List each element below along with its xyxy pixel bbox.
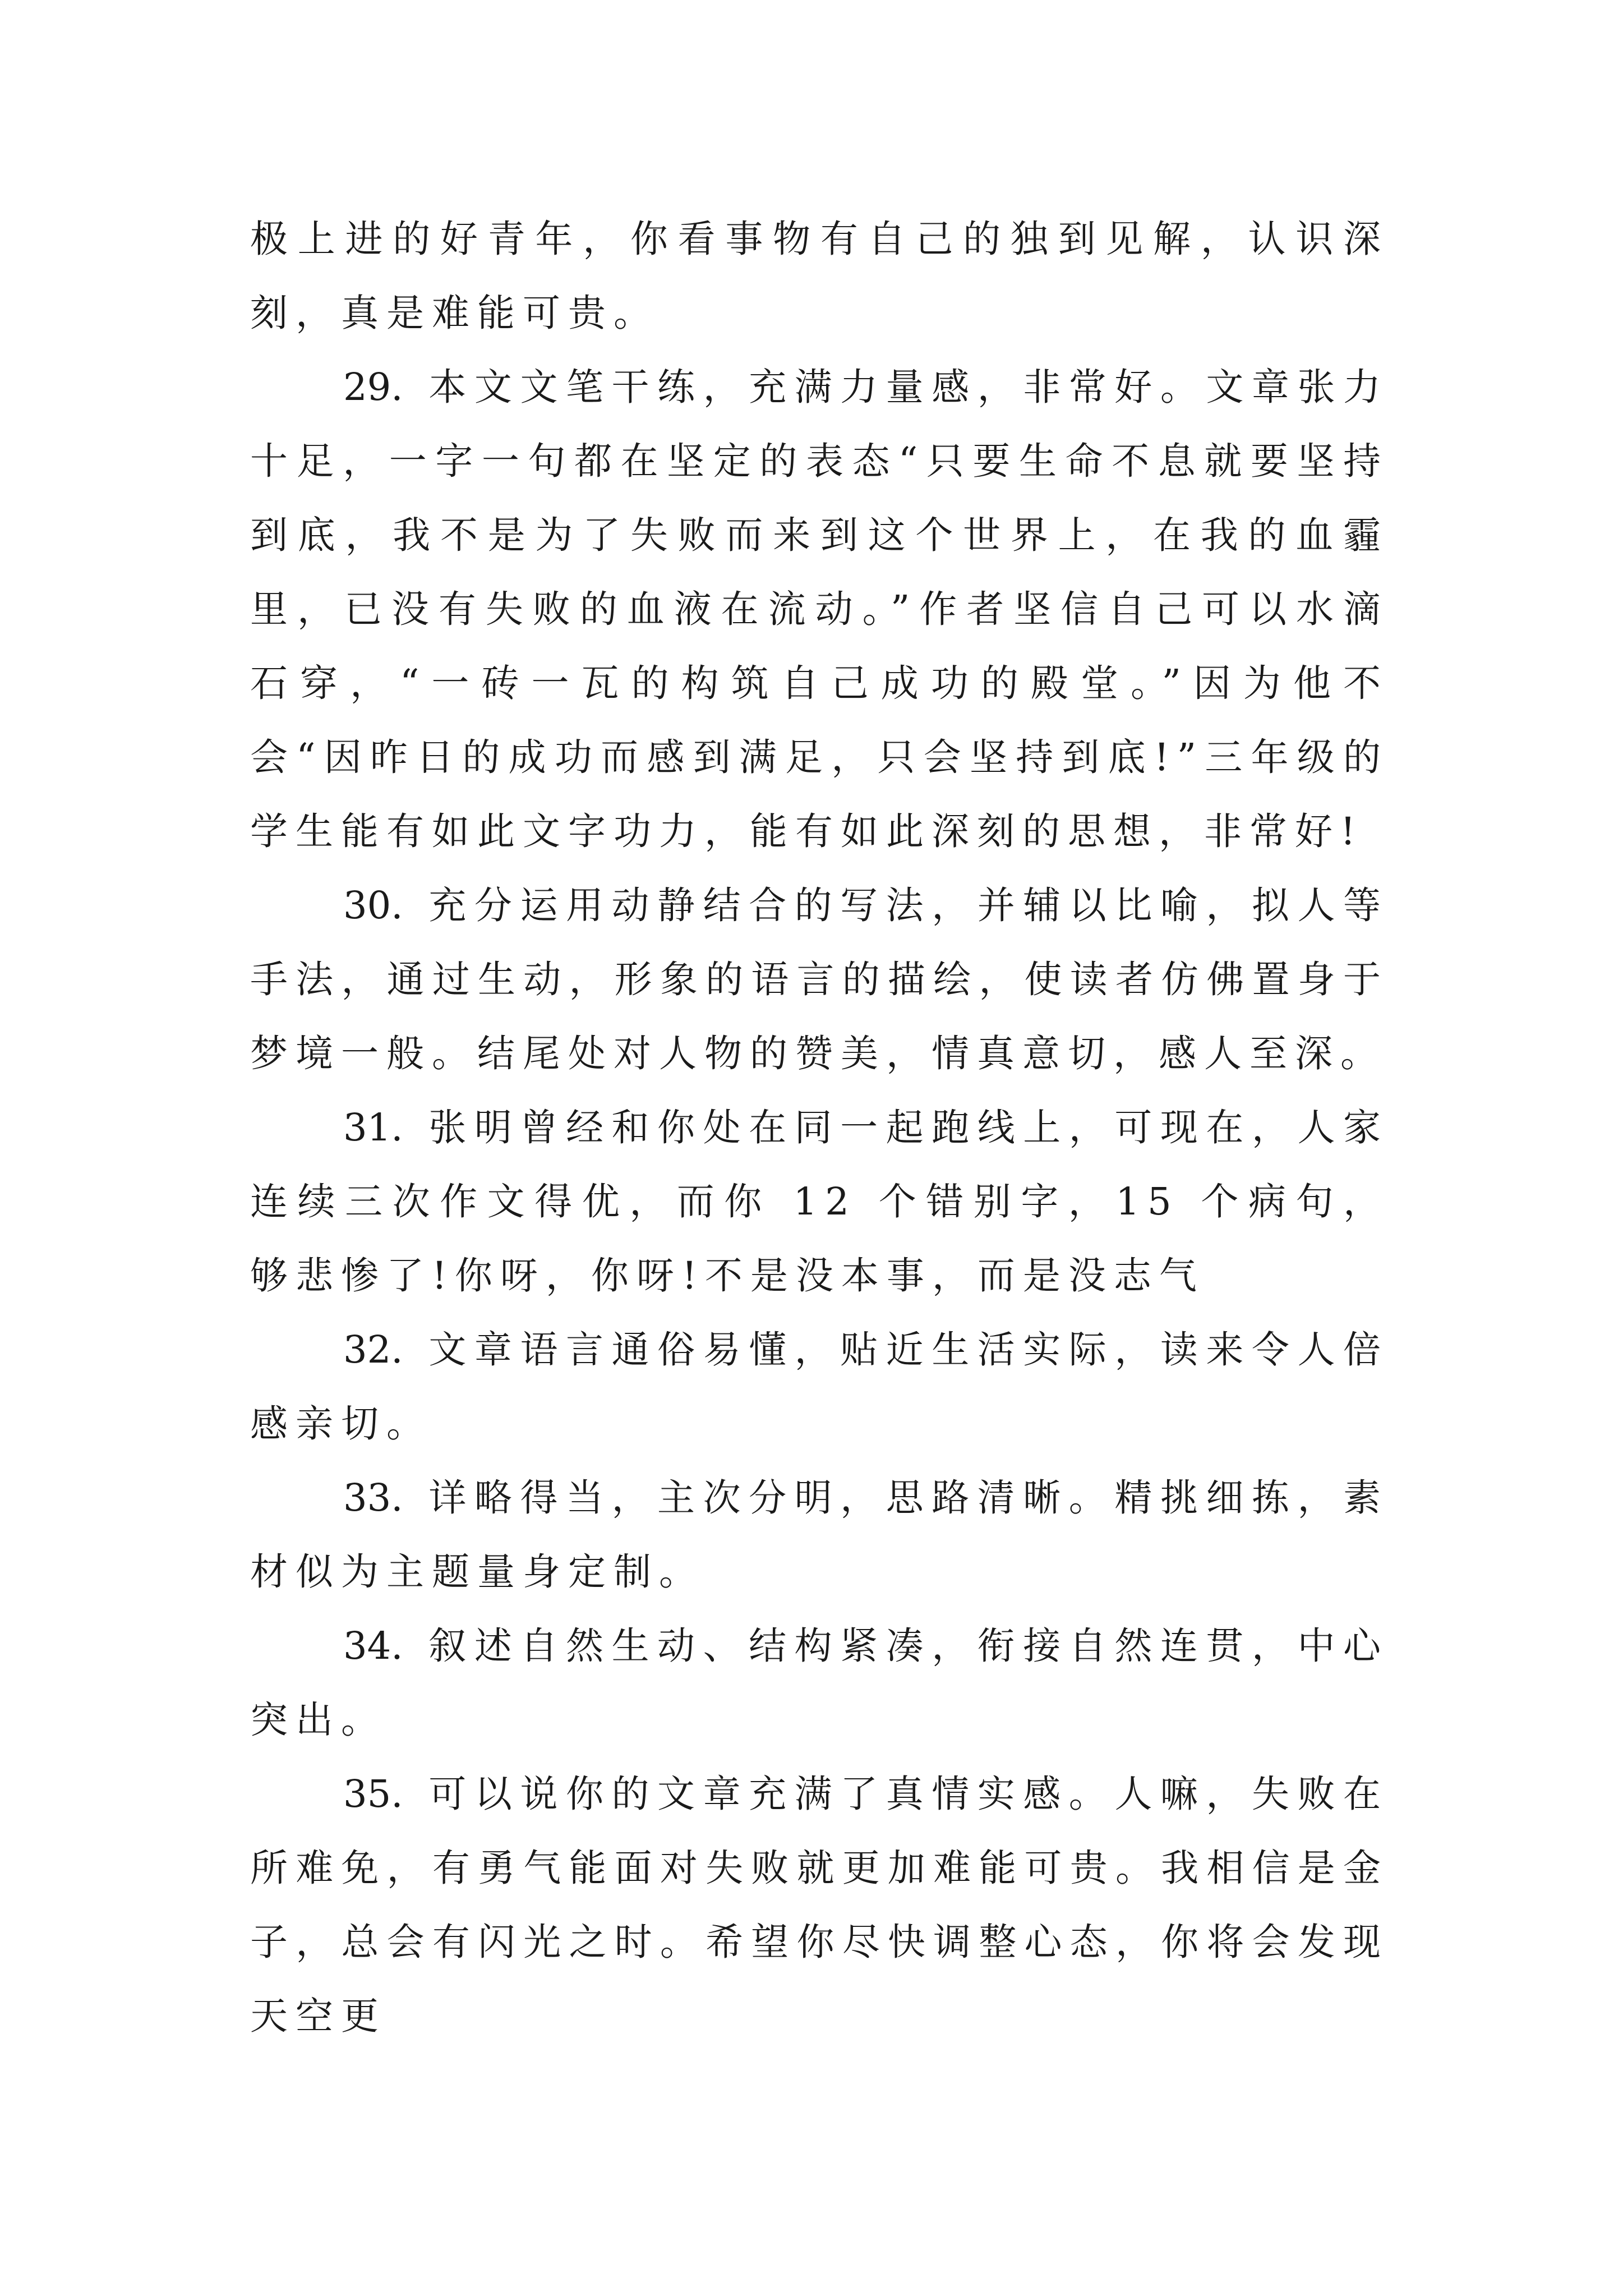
paragraph-number: 35. [343, 1772, 403, 1816]
document-body [250, 202, 1389, 2053]
paragraph-number: 29. [343, 365, 403, 409]
paragraph-number: 32. [343, 1328, 403, 1372]
paragraph-32 [250, 1313, 1389, 1461]
paragraph-number: 31. [343, 1106, 403, 1149]
paragraph-33 [250, 1461, 1389, 1609]
paragraph-29 [250, 350, 1389, 868]
paragraph-number: 30. [343, 884, 403, 927]
paragraph-text: 详略得当，主次分明，思路清晰。精挑细拣，素材似为主题量身定制。 [250, 1476, 1389, 1594]
paragraph-text: 叙述自然生动、结构紧凑，衔接自然连贯，中心突出。 [250, 1624, 1389, 1742]
paragraph-number: 34. [343, 1624, 403, 1668]
paragraph-35 [250, 1757, 1389, 2053]
paragraph-number: 33. [343, 1476, 403, 1520]
paragraph-text: 张明曾经和你处在同一起跑线上，可现在，人家连续三次作文得优，而你 12 个错别字，15 个病句，够悲惨了!你呀，你呀!不是没本事，而是没志气 [250, 1106, 1389, 1297]
paragraph-34 [250, 1609, 1389, 1757]
paragraph-text: 充分运用动静结合的写法，并辅以比喻，拟人等手法，通过生动，形象的语言的描绘，使读者仿佛置身于梦境一般。结尾处对人物的赞美，情真意切，感人至深。 [250, 884, 1389, 1075]
paragraph-text: 可以说你的文章充满了真情实感。人嘛，失败在所难免，有勇气能面对失败就更加难能可贵。我相信是金子，总会有闪光之时。希望你尽快调整心态，你将会发现天空更 [250, 1772, 1389, 2038]
paragraph-text: 本文文笔干练，充满力量感，非常好。文章张力十足，一字一句都在坚定的表态“只要生命不息就要坚持到底，我不是为了失败而来到这个世界上，在我的血霾里，已没有失败的血液在流动。”作者坚信自己可以水滴石穿，“一砖一瓦的构筑自己成功的殿堂。”因为他不会“因昨日的成功而感到满足，只会坚持到底!”三年级的学生能有如此文字功力，能有如此深刻的思想，非常好! [250, 365, 1389, 853]
paragraph-text: 极上进的好青年，你看事物有自己的独到见解，认识深刻，真是难能可贵。 [250, 217, 1389, 335]
paragraph-30 [250, 868, 1389, 1091]
paragraph-31 [250, 1091, 1389, 1313]
paragraph-continued [250, 202, 1389, 350]
paragraph-text: 文章语言通俗易懂，贴近生活实际，读来令人倍感亲切。 [250, 1328, 1389, 1446]
